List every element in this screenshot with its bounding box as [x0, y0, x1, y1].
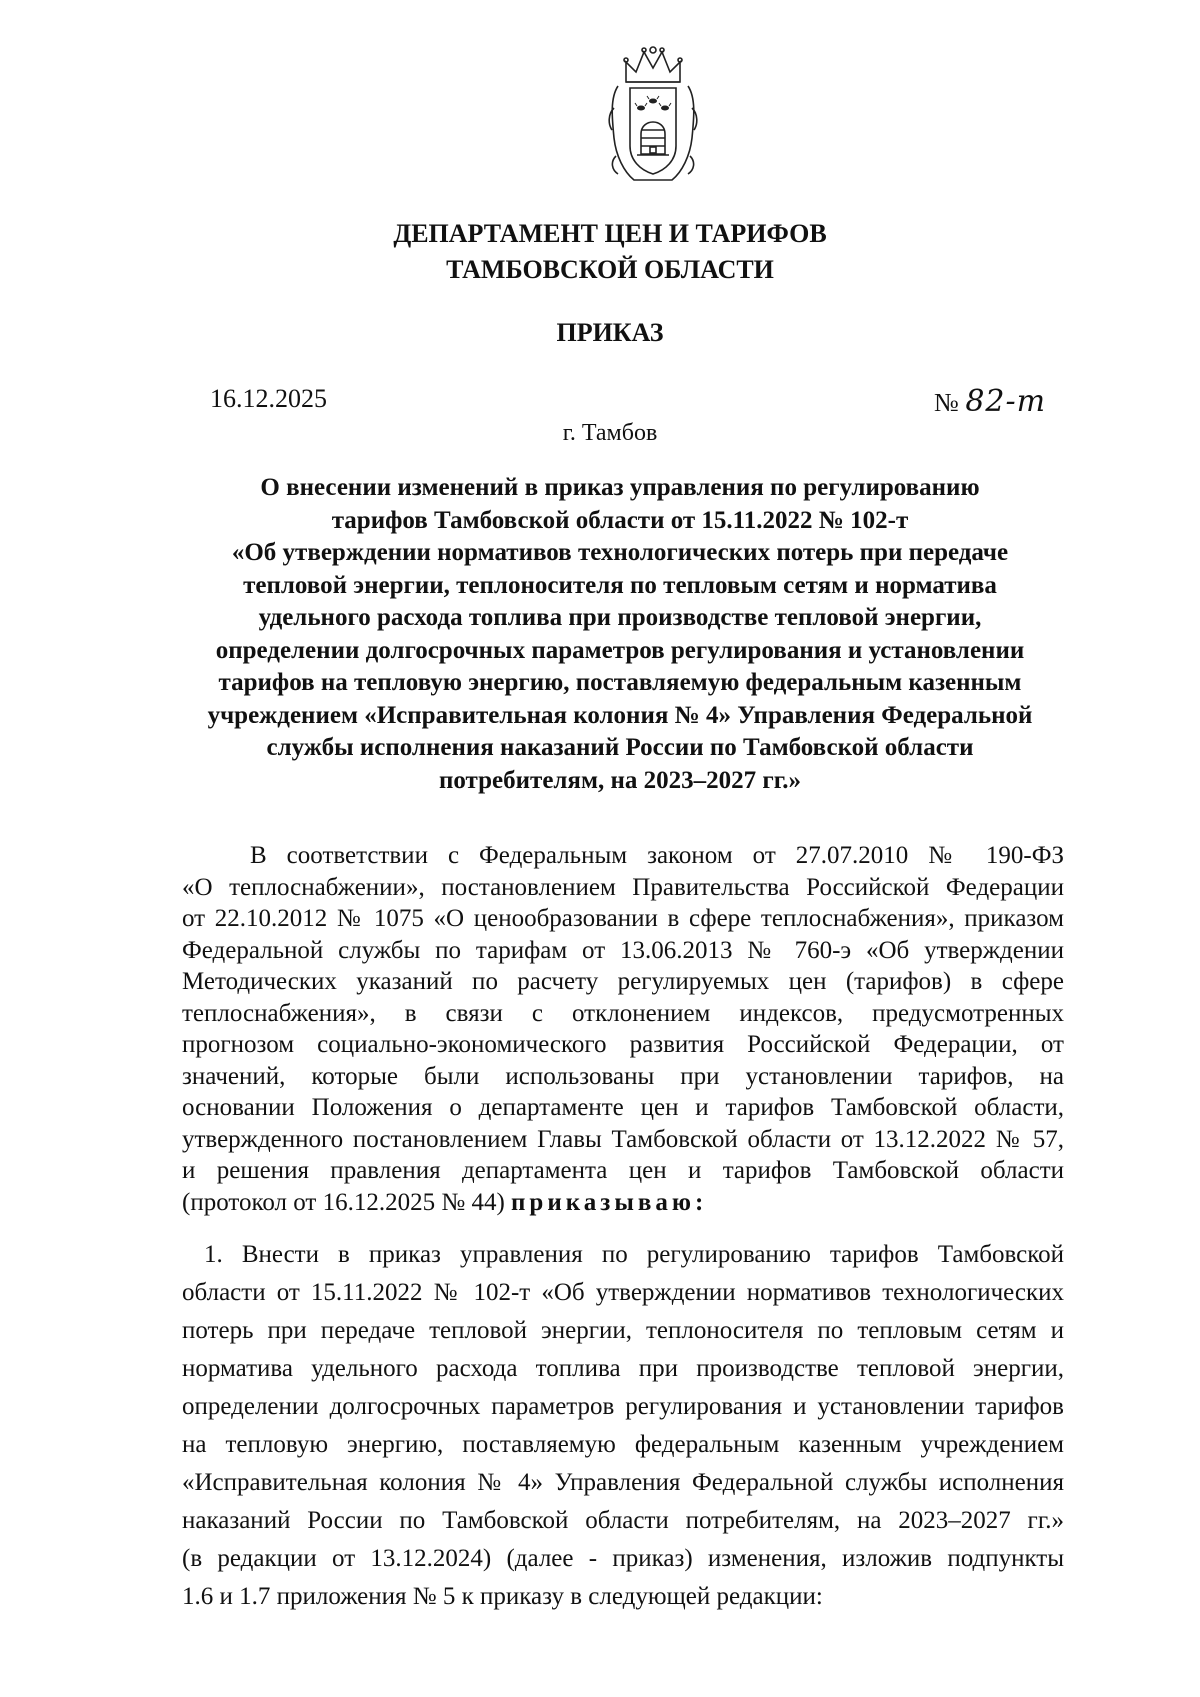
preamble-line: «О теплоснабжении», постановлением Правительства Российской Федерации	[182, 873, 1064, 901]
title-line: учреждением «Исправительная колония № 4» Управления Федеральной	[207, 701, 1033, 729]
item-1-paragraph	[182, 1236, 1064, 1616]
title-line: определении долгосрочных параметров регулирования и установлении	[215, 636, 1025, 664]
preamble-line: В соответствии с Федеральным законом от 27.07.2010 № 190-ФЗ	[250, 842, 1064, 869]
order-date: 16.12.2025	[210, 384, 327, 413]
document-type-heading: ПРИКАЗ	[556, 318, 664, 347]
preamble-line: и решения правления департамента цен и тарифов Тамбовской области	[182, 1157, 1064, 1184]
city-label: г. Тамбов	[562, 420, 658, 446]
title-line: службы исполнения наказаний России по Тамбовской области	[266, 734, 974, 761]
title-line: тарифов Тамбовской области от 15.11.2022 № 102-т	[331, 506, 909, 534]
title-line: «Об утверждении нормативов технологических потерь при передаче	[231, 539, 1009, 566]
protocol-reference: (протокол от 16.12.2025 № 44)	[182, 1188, 505, 1216]
order-number-handwritten: 82-т	[965, 384, 1047, 419]
item-1-line: 1.6 и 1.7 приложения № 5 к приказу в следующей редакции:	[182, 1583, 823, 1610]
item-1-line: области от 15.11.2022 № 102-т «Об утверждении нормативов технологических	[182, 1279, 1064, 1306]
preamble-line: теплоснабжения», в связи с отклонением индексов, предусмотренных	[182, 999, 1064, 1027]
item-1-line: потерь при передаче тепловой энергии, теплоносителя по тепловым сетям и	[182, 1317, 1064, 1344]
item-1-line: норматива удельного расхода топлива при производстве тепловой энергии,	[182, 1355, 1064, 1382]
item-1-line: «Исправительная колония № 4» Управления Федеральной службы исполнения	[182, 1469, 1064, 1496]
preamble-line: Методических указаний по расчету регулируемых цен (тарифов) в сфере	[182, 968, 1064, 995]
preamble-line: от 22.10.2012 № 1075 «О ценообразовании в сфере теплоснабжения», приказом	[182, 905, 1064, 932]
title-line: тарифов на тепловую энергию, поставляемую федеральным казенным	[218, 669, 1022, 696]
preamble-line: утвержденного постановлением Главы Тамбовской области от 13.12.2022 № 57,	[182, 1125, 1064, 1153]
item-1-line: на тепловую энергию, поставляемую федеральным казенным учреждением	[182, 1431, 1064, 1458]
preamble-line: основании Положения о департаменте цен и тарифов Тамбовской области,	[182, 1094, 1064, 1121]
order-title	[185, 472, 1055, 797]
item-1-line: (в редакции от 13.12.2024) (далее - приказ) изменения, изложив подпункты	[182, 1545, 1064, 1572]
preamble-line-last	[182, 1187, 1064, 1219]
department-name-line1: ДЕПАРТАМЕНТ ЦЕН И ТАРИФОВ	[393, 219, 827, 248]
preamble-line: прогнозом социально-экономического развития Российской Федерации, от	[182, 1031, 1064, 1058]
order-word: приказываю:	[511, 1188, 708, 1216]
preamble-line: значений, которые были использованы при установлении тарифов, на	[182, 1062, 1064, 1090]
preamble-line: Федеральной службы по тарифам от 13.06.2013 № 760-э «Об утверждении	[182, 936, 1064, 964]
item-1-line: 1. Внести в приказ управления по регулированию тарифов Тамбовской	[204, 1241, 1064, 1268]
item-1-line: определении долгосрочных параметров регулирования и установлении тарифов	[182, 1393, 1064, 1420]
order-number-prefix: №	[934, 388, 959, 417]
department-name-line2: ТАМБОВСКОЙ ОБЛАСТИ	[446, 255, 774, 284]
title-line: О внесении изменений в приказ управления по регулированию	[260, 474, 980, 501]
preamble-paragraph	[182, 840, 1064, 1218]
title-line: удельного расхода топлива при производстве тепловой энергии,	[258, 604, 982, 631]
item-1-line: наказаний России по Тамбовской области потребителям, на 2023–2027 гг.»	[182, 1507, 1064, 1534]
title-line: потребителям, на 2023–2027 гг.»	[438, 766, 802, 794]
title-line: тепловой энергии, теплоносителя по тепловым сетям и норматива	[243, 571, 997, 599]
order-number	[934, 384, 1046, 419]
coat-of-arms-emblem	[604, 38, 702, 188]
